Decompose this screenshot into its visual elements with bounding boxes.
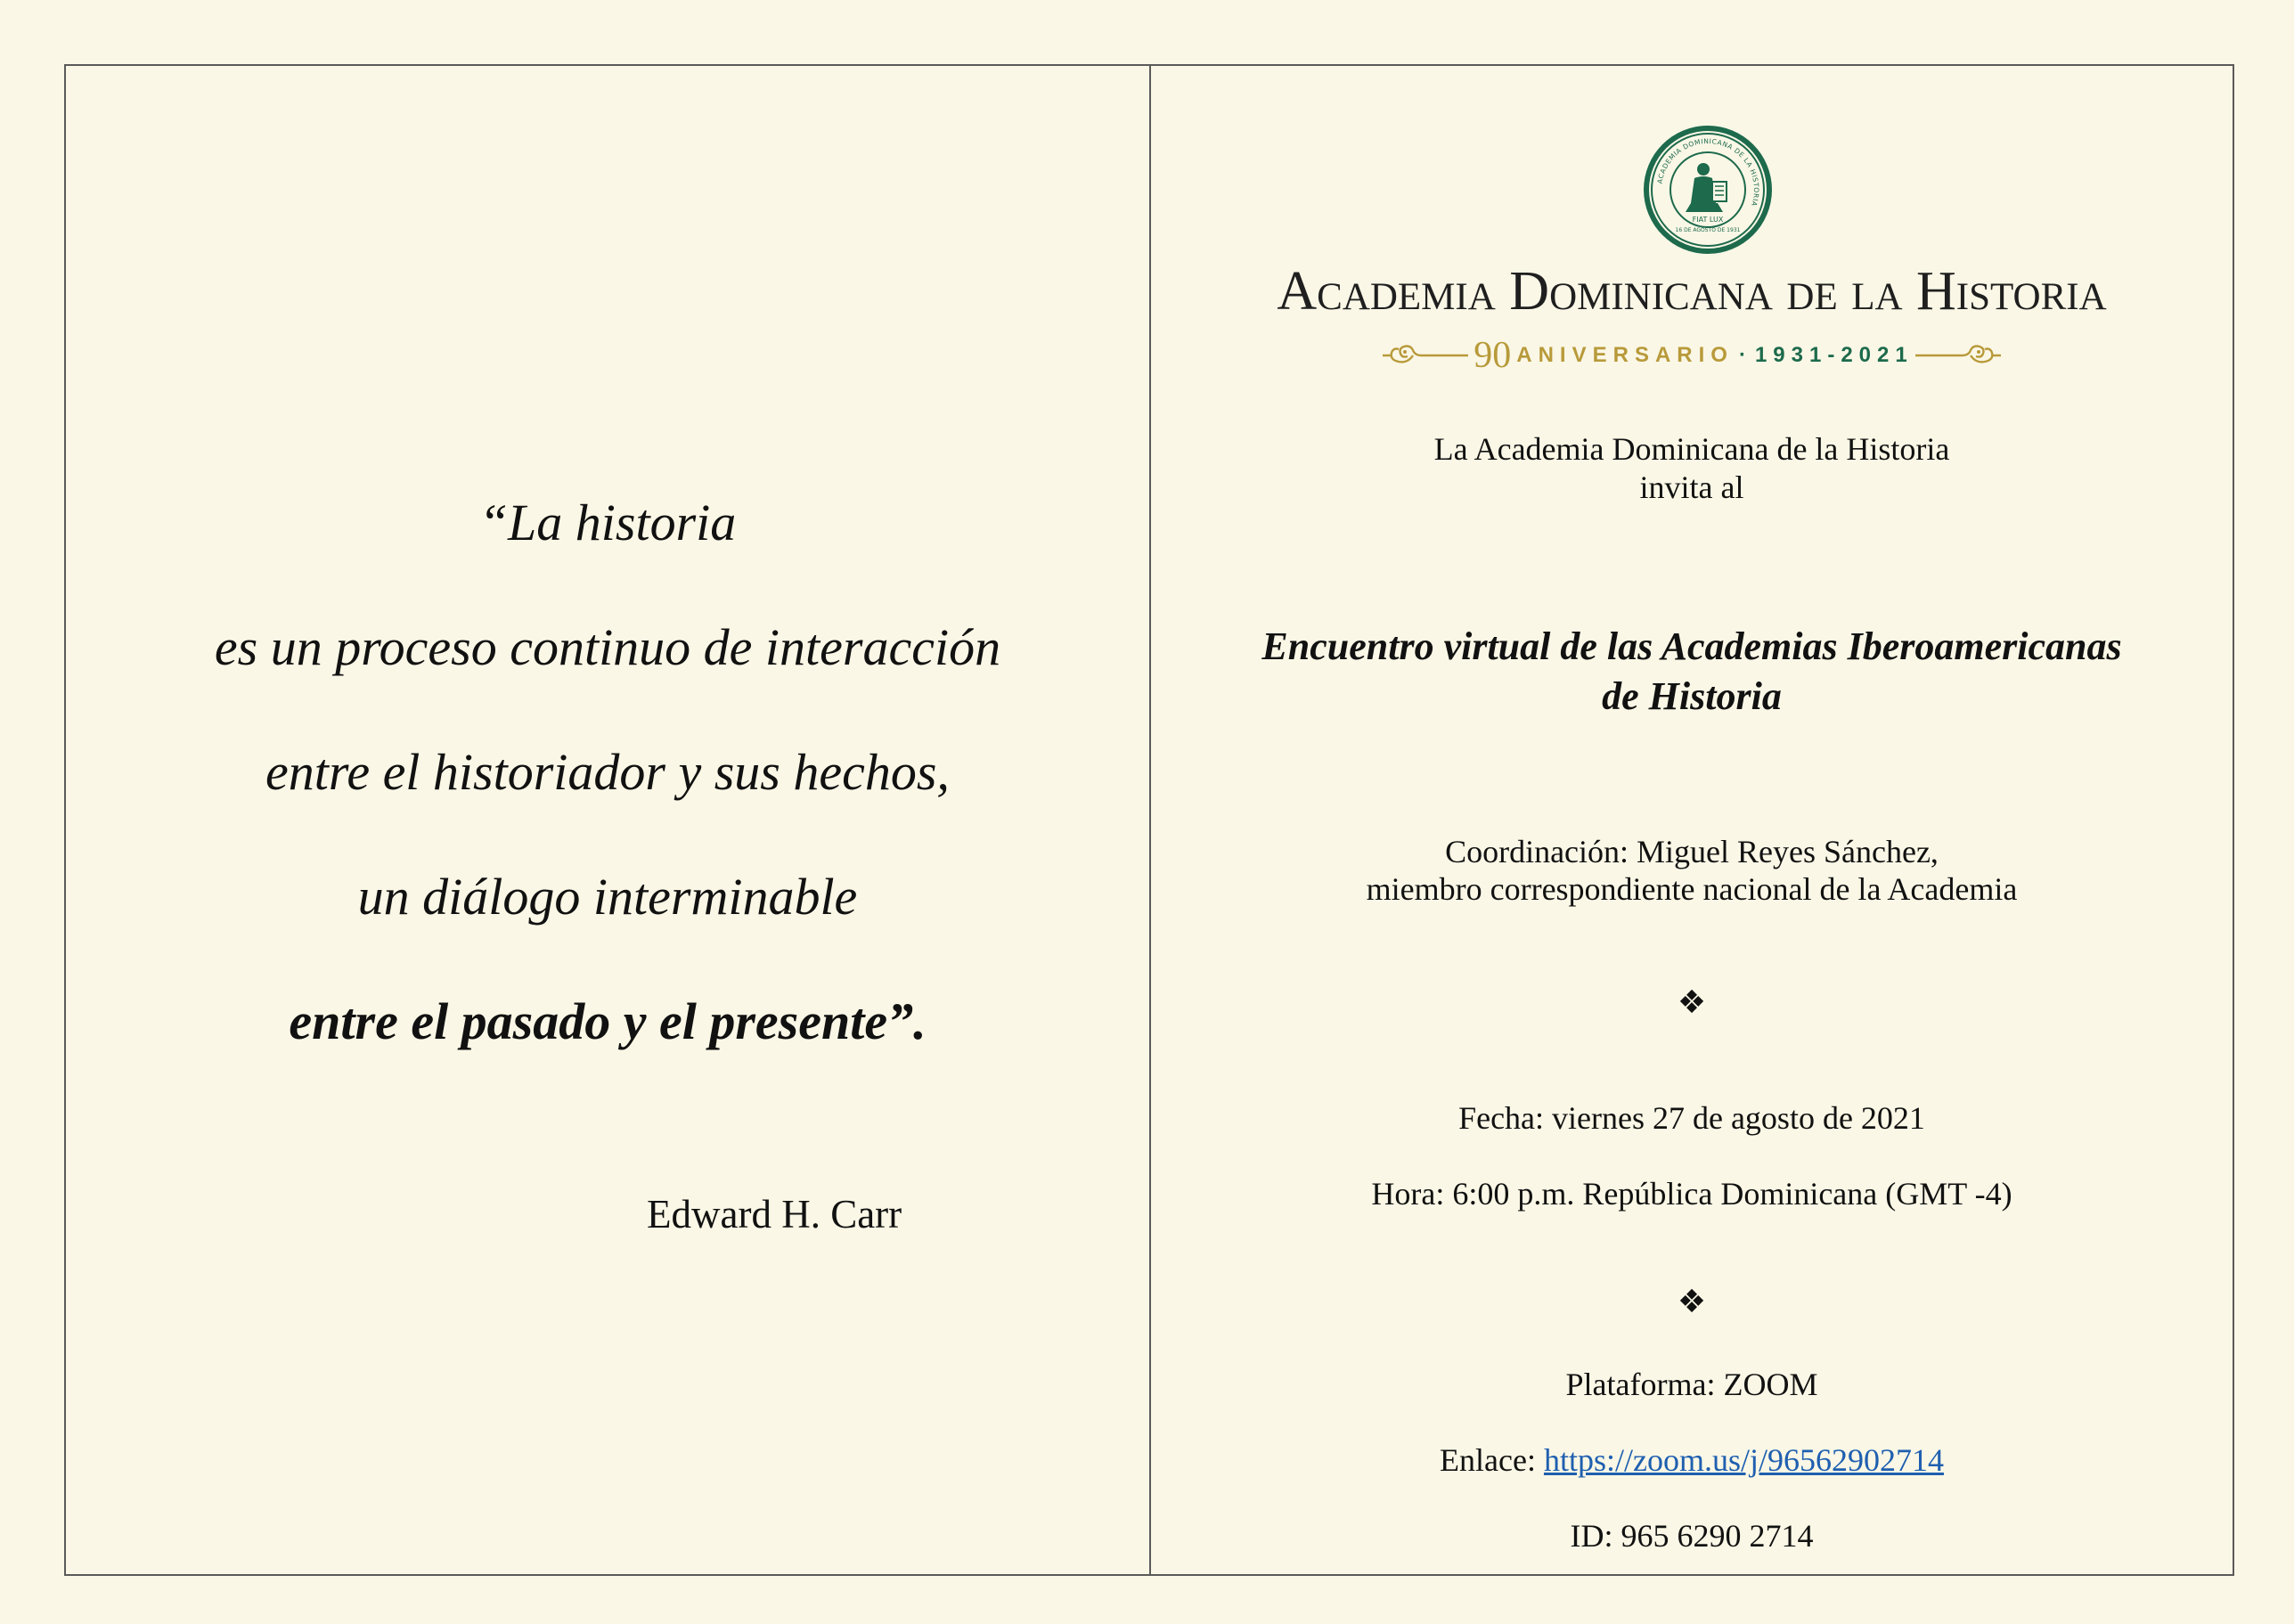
quote-line-1: “La historia [478, 494, 737, 551]
coordination-line-1: Coordinación: Miguel Reyes Sánchez, [1445, 834, 1939, 869]
zoom-link[interactable]: https://zoom.us/j/96562902714 [1543, 1442, 1944, 1478]
ornament-diamond-1: ❖ [1677, 984, 1707, 1021]
svg-text:16 DE AGOSTO DE 1931: 16 DE AGOSTO DE 1931 [1675, 227, 1741, 233]
right-swirl-icon [1914, 342, 2003, 369]
quote-line-4: un diálogo interminable [357, 868, 858, 926]
academy-seal-icon [1641, 123, 1775, 257]
invitation-line-1: La Academia Dominicana de la Historia [1433, 431, 1950, 467]
quote-line-5: entre el pasado y el presente”. [289, 992, 927, 1050]
anniversary-word: ANIVERSARIO [1516, 343, 1734, 367]
left-swirl-icon [1381, 342, 1470, 369]
event-meeting-id: ID: 965 6290 2714 [1570, 1518, 1814, 1554]
event-link-label: Enlace: [1440, 1442, 1544, 1478]
quote-line-2: es un proceso continuo de interacción [214, 618, 1001, 676]
event-link-row [1151, 1444, 2233, 1476]
invitation-line-2: invita al [1639, 469, 1744, 505]
event-platform: Plataforma: ZOOM [1565, 1367, 1818, 1402]
quote-author: Edward H. Carr [647, 1192, 902, 1236]
event-time: Hora: 6:00 p.m. República Dominicana (GMT -4) [1371, 1176, 2012, 1212]
invitation-card [64, 64, 2234, 1576]
anniversary-banner [1151, 333, 2233, 378]
svg-text:FIAT LUX: FIAT LUX [1692, 216, 1724, 224]
org-title: Academia Dominicana de la Historia [1277, 261, 2107, 322]
event-title-line-2: de Historia [1602, 674, 1782, 718]
event-date: Fecha: viernes 27 de agosto de 2021 [1458, 1100, 1925, 1136]
quote-panel [66, 66, 1151, 1574]
ornament-diamond-2: ❖ [1677, 1284, 1707, 1320]
quote-line-3: entre el historiador y sus hechos, [265, 743, 950, 801]
event-title-line-1: Encuentro virtual de las Academias Iberoamericanas [1261, 624, 2122, 668]
anniversary-years: 1931-2021 [1754, 343, 1914, 367]
coordination-line-2: miembro correspondiente nacional de la Academia [1366, 871, 2018, 907]
anniversary-number: 90 [1474, 335, 1512, 376]
invitation-panel [1151, 66, 2233, 1574]
anniversary-separator: · [1738, 343, 1746, 367]
svg-text:ACADEMIA DOMINICANA DE LA HIST: ACADEMIA DOMINICANA DE LA HISTORIA [1655, 136, 1761, 208]
